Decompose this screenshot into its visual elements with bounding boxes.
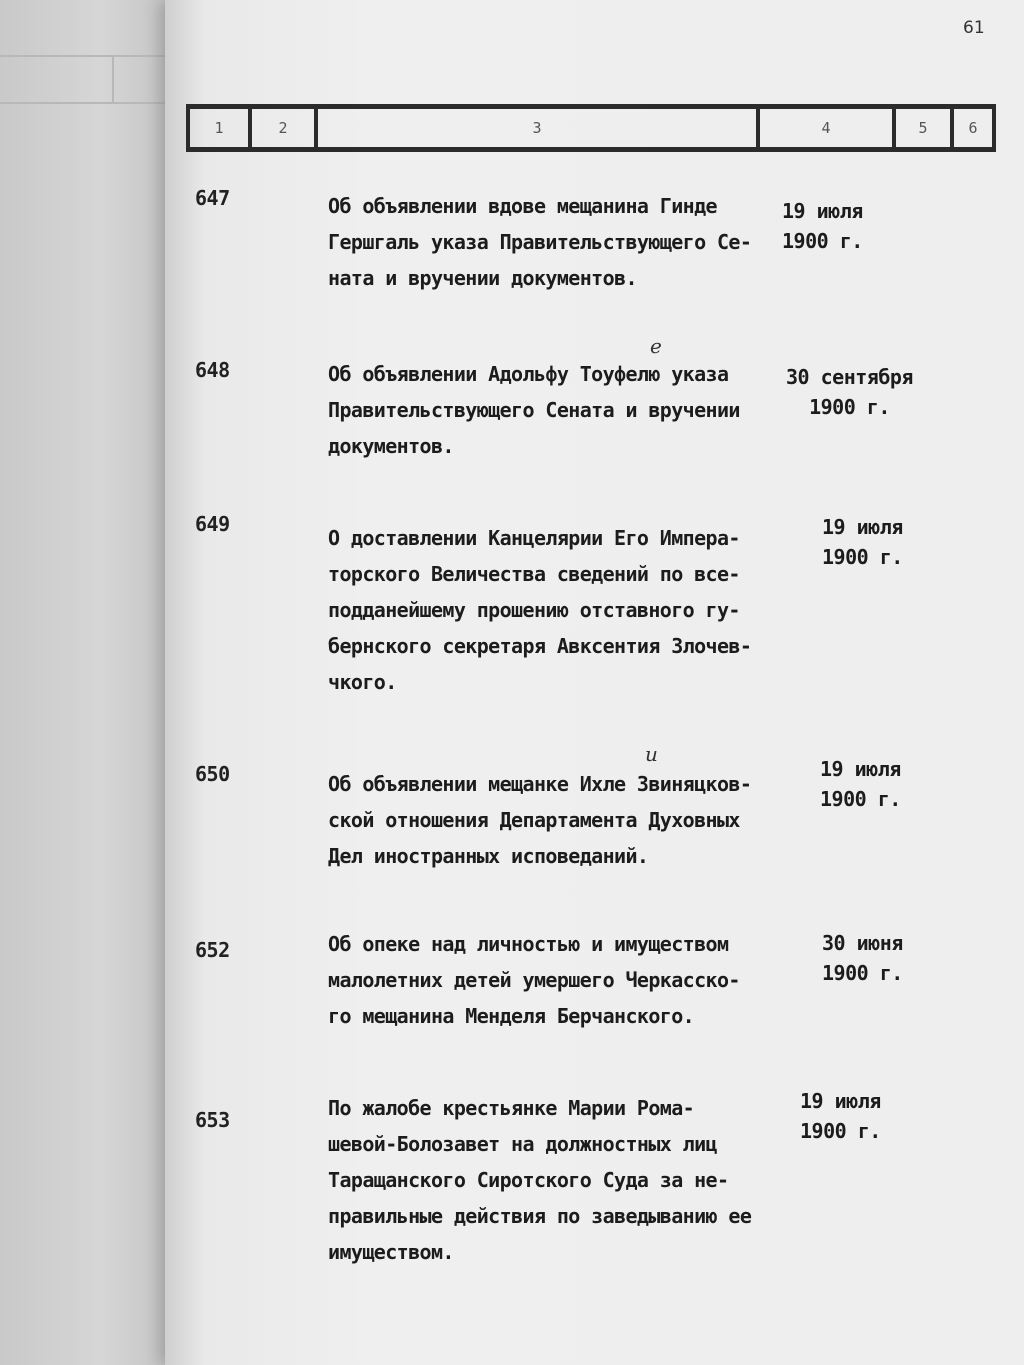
entry-date: 19 июля 1900 г. bbox=[820, 757, 901, 811]
entry-date: 30 июня 1900 г. bbox=[822, 931, 903, 985]
adjacent-page-header-ghost bbox=[0, 55, 165, 104]
column-header-2: 2 bbox=[248, 109, 314, 147]
entry-text: Об объявлении вдове мещанина Гинде Гершгаль указа Правительствующего Се- ната и вручении документов. bbox=[328, 194, 752, 290]
entry-date: 19 июля 1900 г. bbox=[822, 515, 903, 569]
entry-text: О доставлении Канцелярии Его Импера- торского Величества сведений по все- подданейшему прошению отставного гу- бернского секретаря Авксентия Злочев- чкого. bbox=[328, 526, 752, 694]
entry-text: По жалобе крестьянке Марии Рома- шевой-Болозавет на должностных лиц Таращанского Сиротского Суда за не- правильные действия по заведыванию ее имуществом. bbox=[328, 1096, 752, 1264]
entry-number: 647 bbox=[195, 186, 230, 210]
entry-number: 648 bbox=[195, 358, 230, 382]
adjacent-page-edge bbox=[0, 0, 170, 1365]
entry-number: 653 bbox=[195, 1108, 230, 1132]
handwritten-correction: и bbox=[645, 742, 658, 766]
entry-number: 649 bbox=[195, 512, 230, 536]
column-header-5: 5 bbox=[892, 109, 950, 147]
entry-date: 19 июля 1900 г. bbox=[782, 199, 863, 253]
entry-text: Об объявлении мещанке Ихле Звиняцков- ской отношения Департамента Духовных Дел иностранных исповеданий. bbox=[328, 772, 752, 868]
page-number: 61 bbox=[963, 18, 985, 38]
column-header-row bbox=[186, 104, 996, 152]
column-header-3: 3 bbox=[314, 109, 756, 147]
entry-text: Об опеке над личностью и имуществом малолетних детей умершего Черкасско- го мещанина Менделя Берчанского. bbox=[328, 932, 740, 1028]
column-header-1: 1 bbox=[186, 109, 248, 147]
entry-number: 650 bbox=[195, 762, 230, 786]
entry-number: 652 bbox=[195, 938, 230, 962]
column-header-4: 4 bbox=[756, 109, 892, 147]
entry-text: Об объявлении Адольфу Тоуфелю указа Правительствующего Сената и вручении документов. bbox=[328, 362, 740, 458]
column-header-6: 6 bbox=[950, 109, 996, 147]
entry-date: 30 сентября 1900 г. bbox=[786, 365, 913, 419]
handwritten-correction: е bbox=[650, 334, 662, 358]
entry-date: 19 июля 1900 г. bbox=[800, 1089, 881, 1143]
